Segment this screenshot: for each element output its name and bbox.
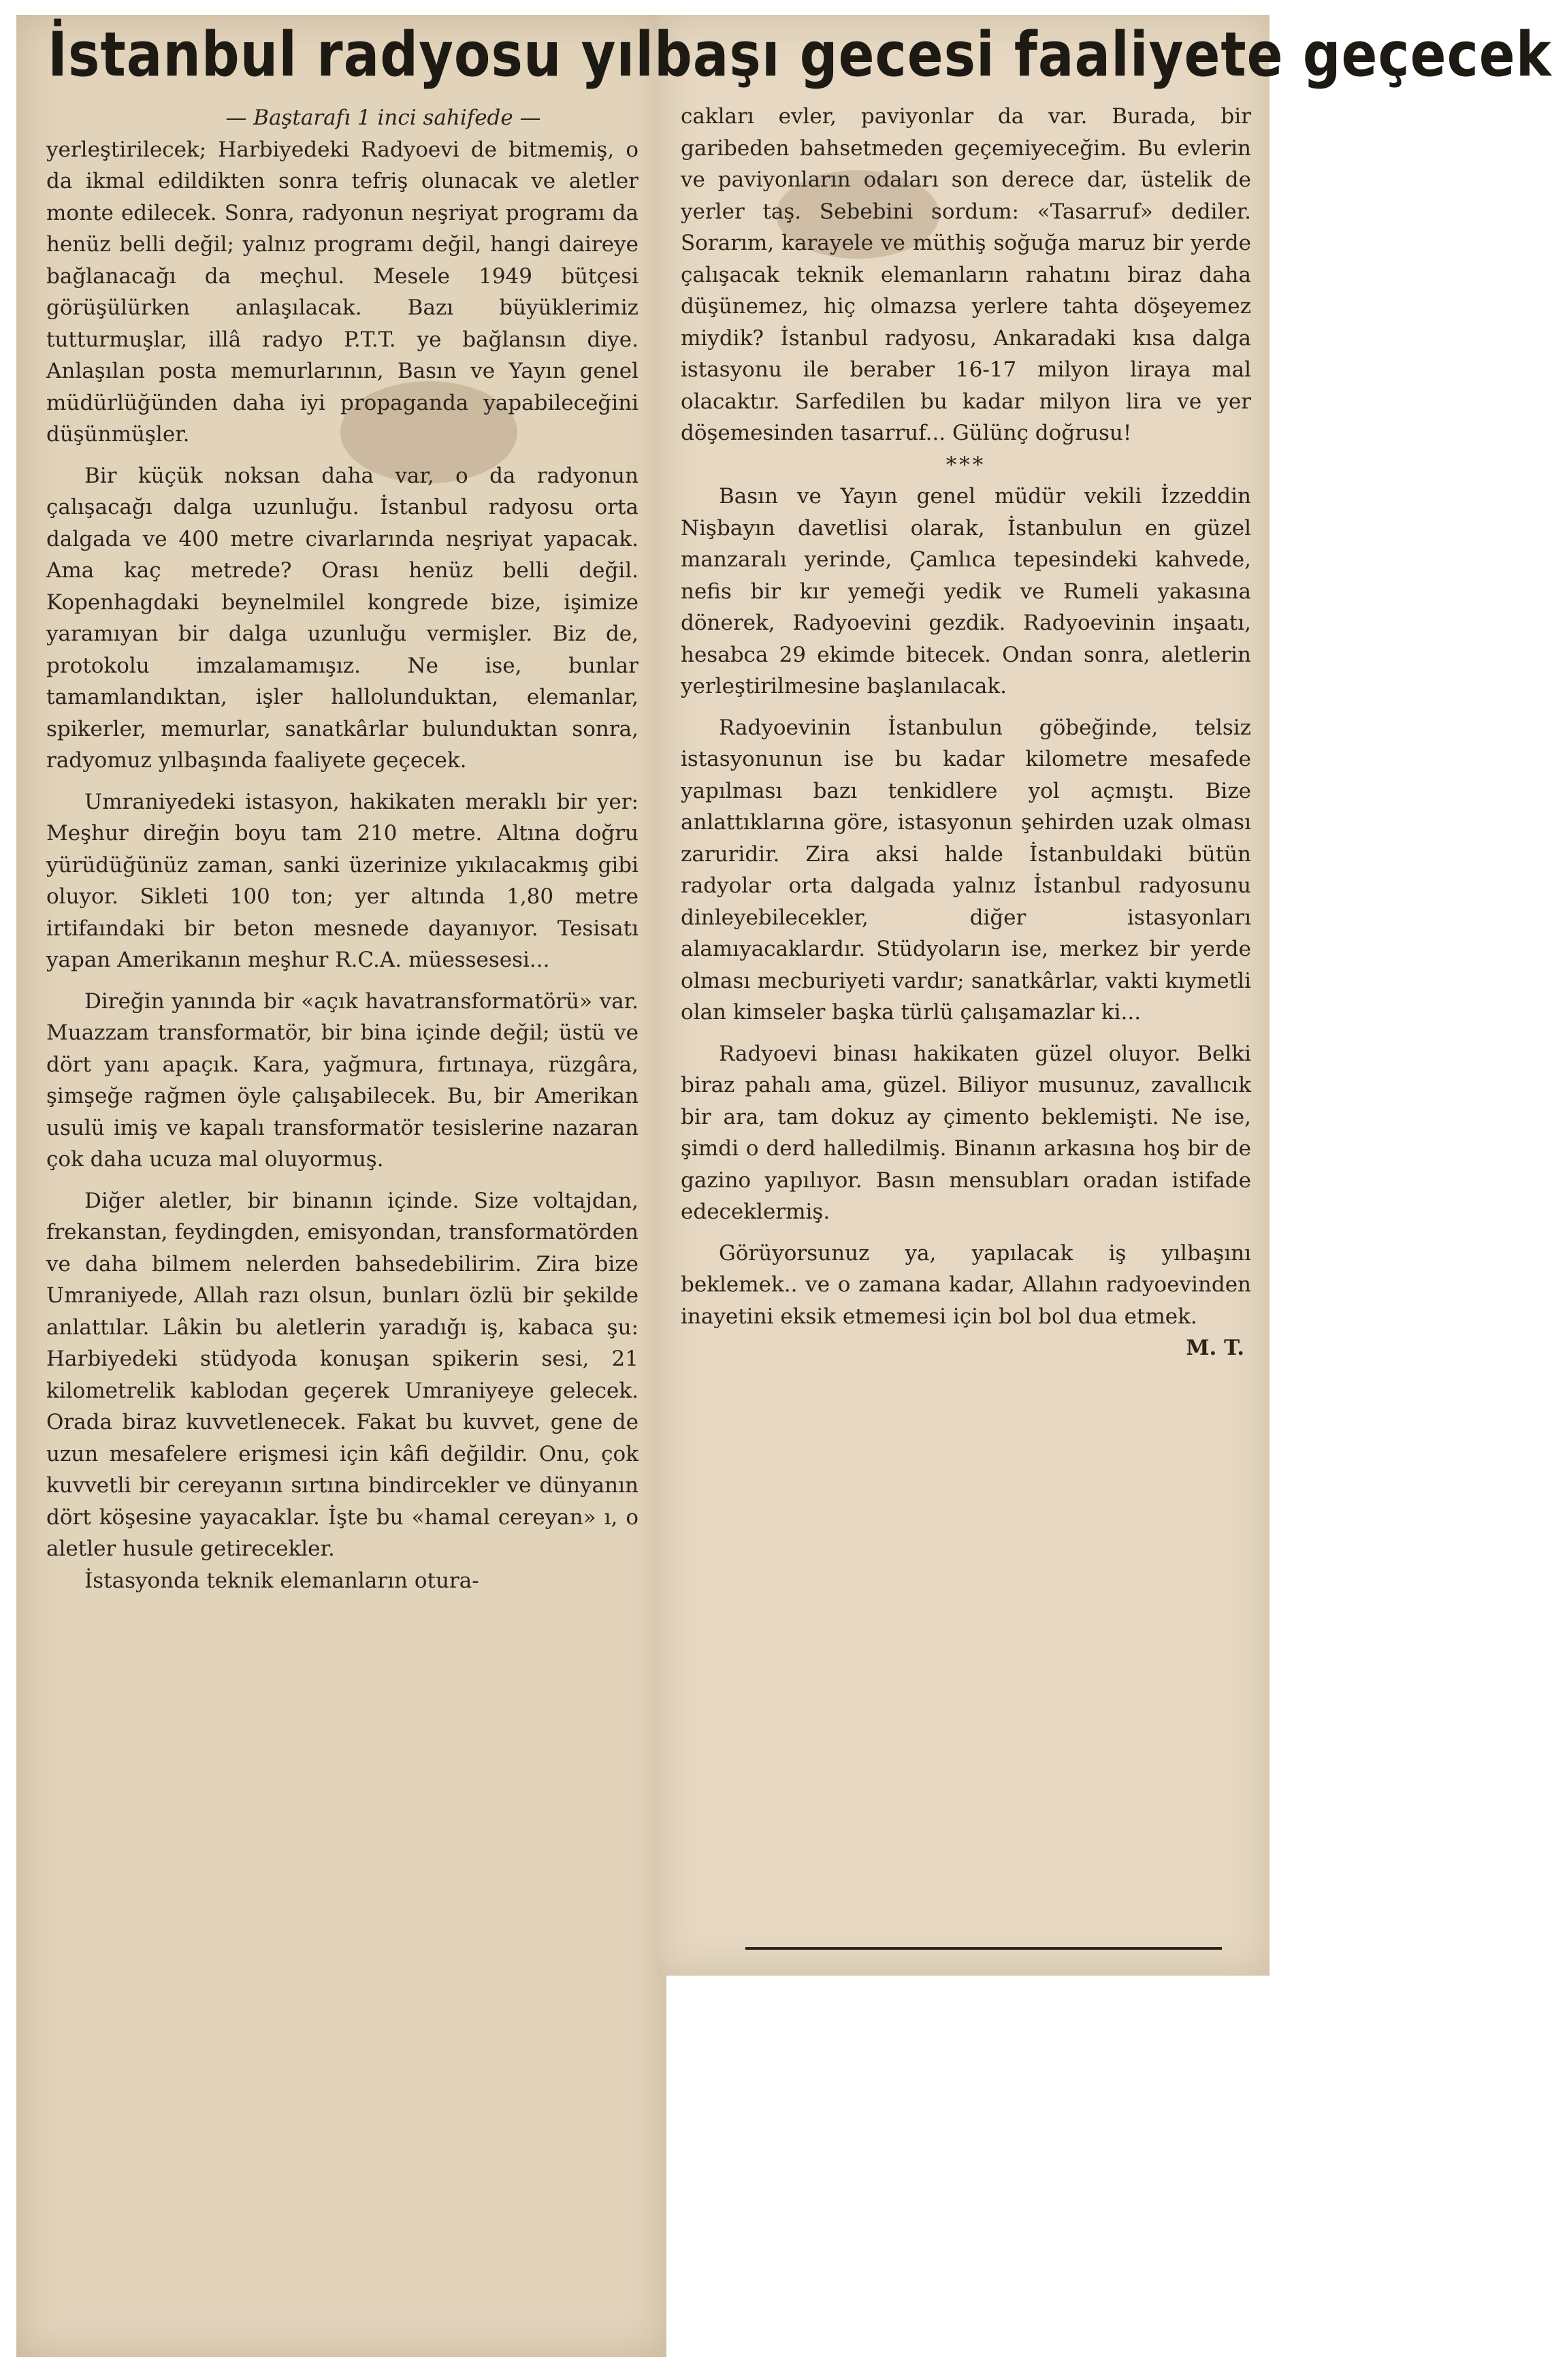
headline: İstanbul radyosu yılbaşı gecesi faaliyete geçecek (48, 20, 1552, 91)
paragraph: Direğin yanında bir «açık havatransformatörü» var. Muazzam transformatör, bir bina içinde değil; üstü ve dört yanı apaçık. Kara, yağmura, fırtınaya, rüzgâra, şimşeğe rağmen öyle çalışabilecek. Bu, bir Amerikan usulü imiş ve kapalı transformatör tesislerine nazaran çok daha ucuza mal oluyormuş. (46, 988, 638, 1172)
paragraph: İstasyonda teknik elemanların otura- (84, 1568, 479, 1593)
article-column-right (681, 101, 1251, 1364)
paragraph: Bir küçük noksan daha var, o da radyonun çalışacağı dalga uzunluğu. İstanbul radyosu orta dalgada ve 400 metre civarlarında neşriyat yapacak. Ama kaç metrede? Orası henüz belli değil. Kopenhagdaki beynelmilel kongrede bize, işimize yaramıyan bir dalga uzunluğu vermişler. Biz de, protokolu imzalamamışız. Ne ise, bunlar tamamlandıktan, işler hallolunduktan, elemanlar, spikerler, memurlar, sanatkârlar bulunduktan sonra, radyomuz yılbaşında faaliyete geçecek. (46, 463, 638, 773)
article-column-left (46, 102, 638, 1596)
continued-note: — Baştarafı 1 inci sahifede — (225, 106, 541, 130)
author-signature: M. T. (1186, 1336, 1244, 1360)
end-rule (745, 1947, 1222, 1950)
paragraph: Radyoevinin İstanbulun göbeğinde, telsiz istasyonunun ise bu kadar kilometre mesafede yapılması bazı tenkidlere yol açmıştı. Bize anlattıklarına göre, istasyonun şehirden uzak olması zaruridir. Zira aksi halde İstanbuldaki bütün radyolar orta dalgada yalnız İstanbul radyosunu dinleyebilecekler, diğer istasyonları alamıyacaklardır. Stüdyoların ise, merkez bir yerde olması mecburiyeti vardır; sanatkârlar, vakti kıymetli olan kimseler başka türlü çalışamazlar ki... (681, 715, 1251, 1025)
paragraph: Görüyorsunuz ya, yapılacak iş yılbaşını beklemek.. ve o zamana kadar, Allahın radyoevinden inayetini eksik etmemesi için bol bol dua etmek. (681, 1240, 1251, 1329)
paragraph: yerleştirilecek; Harbiyedeki Radyoevi de bitmemiş, o da ikmal edildikten sonra tefriş olunacak ve aletler monte edilecek. Sonra, radyonun neşriyat programı da henüz belli değil; yalnız programı değil, hangi daireye bağlanacağı da meçhul. Mesele 1949 bütçesi görüşülürken anlaşılacak. Bazı büyüklerimiz tutturmuşlar, illâ radyo P.T.T. ye bağlansın diye. Anlaşılan posta memurlarının, Basın ve Yayın genel müdürlüğünden daha iyi propaganda yapabileceğini düşünmüşler. (46, 137, 638, 447)
paragraph: Diğer aletler, bir binanın içinde. Size voltajdan, frekanstan, feydingden, emisyondan, transformatörden ve daha bilmem nelerden bahsedebilirim. Zira bize Umraniyede, Allah razı olsun, bunları özlü bir şekilde anlattılar. Lâkin bu aletlerin yaradığı iş, kabaca şu: Harbiyedeki stüdyoda konuşan spikerin sesi, 21 kilometrelik kablodan geçerek Umraniyeye gelecek. Orada biraz kuvvetlenecek. Fakat bu kuvvet, gene de uzun mesafelere erişmesi için kâfi değildir. Onu, çok kuvvetli bir cereyanın sırtına bindircekler ve dünyanın dört köşesine yayacaklar. İşte bu «hamal cereyan» ı, o aletler husule getirecekler. (46, 1188, 638, 1561)
paragraph: cakları evler, paviyonlar da var. Burada, bir garibeden bahsetmeden geçemiyeceğim. Bu evlerin ve paviyonların odaları son derece dar, üstelik de yerler taş. Sebebini sordum: «Tasarruf» dediler. Sorarım, karayele ve müthiş soğuğa maruz bir yerde çalışacak teknik elemanların rahatını biraz daha düşünemez, hiç olmazsa yerlere tahta döşeyemez miydik? İstanbul radyosu, Ankaradaki kısa dalga istasyonu ile beraber 16-17 milyon liraya mal olacaktır. Sarfedilen bu kadar milyon lira ve yer döşemesinden tasarruf... Gülünç doğrusu! (681, 104, 1251, 445)
separator: *** (945, 452, 986, 477)
paragraph: Radyoevi binası hakikaten güzel oluyor. Belki biraz pahalı ama, güzel. Biliyor musunuz, zavallıcık bir ara, tam dokuz ay çimento beklemişti. Ne ise, şimdi o derd halledilmiş. Binanın arkasına hoş bir de gazino yapılıyor. Basın mensubları oradan istifade edeceklermiş. (681, 1041, 1251, 1224)
paragraph: Umraniyedeki istasyon, hakikaten meraklı bir yer: Meşhur direğin boyu tam 210 metre. Altına doğru yürüdüğünüz zaman, sanki üzerinize yıkılacakmış gibi oluyor. Sikleti 100 ton; yer altında 1,80 metre irtifaındaki bir beton mesnede dayanıyor. Tesisatı yapan Amerikanın meşhur R.C.A. müessesesi... (46, 789, 638, 972)
paragraph: Basın ve Yayın genel müdür vekili İzzeddin Nişbayın davetlisi olarak, İstanbulun en güzel manzaralı yerinde, Çamlıca tepesindeki kahvede, nefis bir kır yemeği yedik ve Rumeli yakasına dönerek, Radyoevini gezdik. Radyoevinin inşaatı, hesabca 29 ekimde bitecek. Ondan sonra, aletlerin yerleştirilmesine başlanılacak. (681, 484, 1251, 698)
